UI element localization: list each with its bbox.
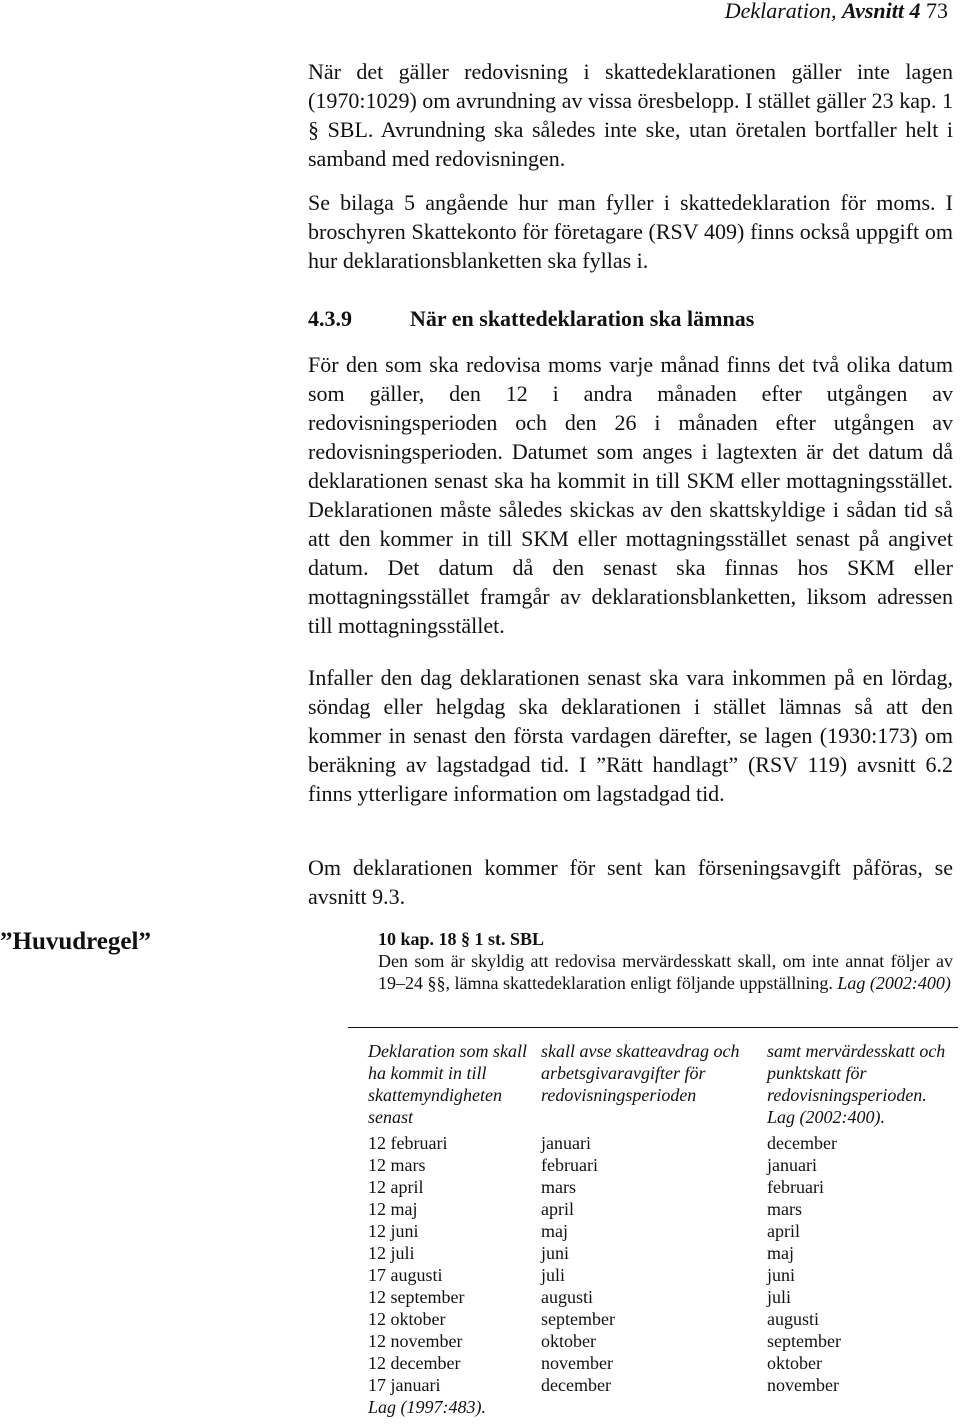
column-header: Deklaration som skall ha kommit in till skattemyndigheten senast — [368, 1041, 527, 1127]
table-cell: december — [767, 1133, 837, 1153]
table-cell: 12 april — [368, 1177, 424, 1197]
header-title: Deklaration, — [724, 0, 837, 23]
section-title: När en skattedeklaration ska lämnas — [410, 306, 755, 331]
table-rule — [348, 1027, 958, 1028]
column-header: skall avse skatteavdrag och arbetsgivaravgifter för redovisningsperioden — [541, 1041, 740, 1105]
paragraph-holiday: Infaller den dag deklarationen senast ska vara inkommen på en lördag, söndag eller helgdag ska deklarationen i stället lämnas så att den kommer in senast den första vardagen därefter, se lagen (1930:173) om beräkning av lagstadgad tid. I ”Rätt handlagt” (RSV 119) avsnitt 6.2 finns ytterligare information om lagstadgad tid. — [308, 665, 953, 806]
table-cell: september — [767, 1331, 841, 1351]
table-cell: oktober — [541, 1331, 596, 1351]
table-column-withholding-period — [541, 1040, 751, 1396]
table-cell: januari — [767, 1155, 817, 1175]
table-cell: mars — [541, 1177, 576, 1197]
table-cell: 12 november — [368, 1331, 463, 1351]
law-amendment: Lag (2002:400) — [837, 973, 951, 993]
law-text-block — [378, 950, 953, 994]
table-cell: juni — [541, 1243, 570, 1263]
page-header — [725, 0, 948, 24]
table-footnote: Lag (1997:483). — [368, 1397, 486, 1417]
table-cell: juli — [767, 1287, 792, 1307]
table-cell: augusti — [767, 1309, 819, 1329]
table-cell: mars — [767, 1199, 802, 1219]
column-header: samt mervärdesskatt och punktskatt för redovisningsperioden. Lag (2002:400). — [767, 1041, 946, 1127]
table-cell: 12 oktober — [368, 1309, 446, 1329]
section-heading — [308, 306, 754, 332]
paragraph-appendix: Se bilaga 5 angående hur man fyller i skattedeklaration för moms. I broschyren Skattekonto för företagare (RSV 409) finns också uppgift om hur deklarationsblanketten ska fyllas i. — [308, 190, 953, 273]
table-cell: 17 januari — [368, 1375, 441, 1395]
table-cell: september — [541, 1309, 615, 1329]
margin-label: ”Huvudregel” — [0, 928, 151, 955]
law-reference: 10 kap. 18 § 1 st. SBL — [378, 929, 545, 949]
paragraph-late-fee: Om deklarationen kommer för sent kan förseningsavgift påföras, se avsnitt 9.3. — [308, 855, 953, 909]
table-column-vat-period — [767, 1040, 957, 1396]
table-column-submission-date — [368, 1040, 528, 1418]
table-cell: april — [541, 1199, 574, 1219]
table-cell: november — [541, 1353, 613, 1373]
paragraph-dates: För den som ska redovisa moms varje månad finns det två olika datum som gäller, den 12 i andra månaden efter utgången av redovisningsperioden och den 26 i månaden efter utgången av redovisningsperioden. Datumet som anges i lagtexten är det datum då deklarationen senast ska ha kommit in till SKM eller mottagningsstället. Deklarationen måste således skickas av den skattskyldige i sådan tid så att den kommer in till SKM eller mottagningsstället senast på angivet datum. Det datum då den senast ska finnas hos SKM eller mottagningsstället framgår av deklarationsblanketten, liksom adressen till mottagningsstället. — [308, 352, 953, 638]
table-cell: februari — [767, 1177, 824, 1197]
table-cell: oktober — [767, 1353, 822, 1373]
section-number: 4.3.9 — [308, 306, 352, 331]
table-cell: 12 juni — [368, 1221, 419, 1241]
law-excerpt — [378, 928, 953, 994]
table-cell: november — [767, 1375, 839, 1395]
table-cell: 12 mars — [368, 1155, 426, 1175]
table-cell: juli — [541, 1265, 566, 1285]
table-cell: juni — [767, 1265, 796, 1285]
table-cell: 17 augusti — [368, 1265, 443, 1285]
table-cell: maj — [541, 1221, 568, 1241]
table-cell: 12 maj — [368, 1199, 418, 1219]
page-number: 73 — [926, 0, 948, 23]
table-cell: 12 juli — [368, 1243, 415, 1263]
table-cell: augusti — [541, 1287, 593, 1307]
header-section: Avsnitt 4 — [842, 0, 921, 23]
table-cell: april — [767, 1221, 800, 1241]
table-cell: maj — [767, 1243, 794, 1263]
table-cell: december — [541, 1375, 611, 1395]
paragraph-rounding: När det gäller redovisning i skattedeklarationen gäller inte lagen (1970:1029) om avrundning av vissa öresbelopp. I stället gäller 23 kap. 1 § SBL. Avrundning ska således inte ske, utan öretalen bortfaller helt i samband med redovisningen. — [308, 59, 953, 171]
table-cell: januari — [541, 1133, 591, 1153]
table-cell: 12 februari — [368, 1133, 448, 1153]
table-cell: 12 december — [368, 1353, 461, 1373]
law-text: Den som är skyldig att redovisa mervärdesskatt skall, om inte annat följer av 19–24 §§, lämna skattedeklaration enligt följande uppställning. — [378, 951, 953, 993]
table-cell: 12 september — [368, 1287, 465, 1307]
table-cell: februari — [541, 1155, 598, 1175]
